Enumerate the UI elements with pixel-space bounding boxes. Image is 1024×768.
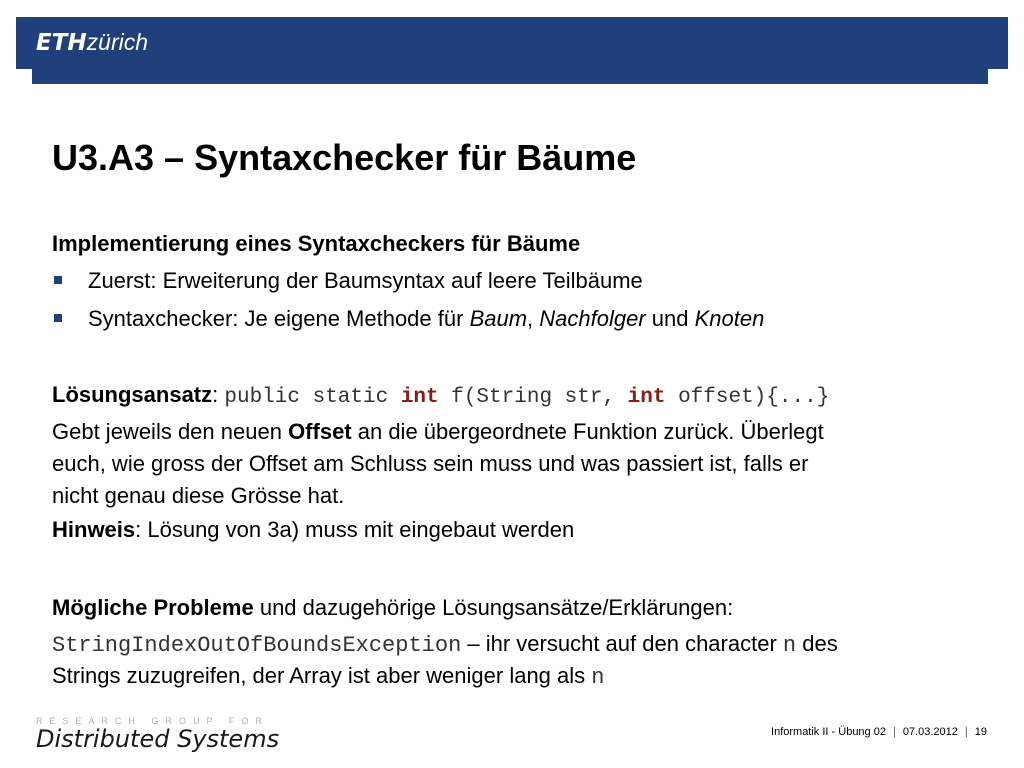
approach-label: Lösungsansatz bbox=[52, 382, 213, 407]
approach-line bbox=[52, 379, 829, 414]
code-keyword: int bbox=[400, 386, 439, 409]
eth-zurich-logo bbox=[36, 27, 148, 58]
paragraph-text: an die übergeordnete Funktion zurück. Überlegt bbox=[351, 419, 824, 444]
code-part: public static bbox=[224, 386, 401, 409]
problems-text: und dazugehörige Lösungsansätze/Erklärungen: bbox=[253, 595, 734, 620]
bullet-item-1 bbox=[52, 265, 643, 297]
group-name: Distributed Systems bbox=[36, 725, 280, 753]
footer-divider: | bbox=[964, 726, 968, 738]
logo-eth: ETH bbox=[36, 30, 87, 56]
hint-label: Hinweis bbox=[52, 517, 136, 542]
page-number: 19 bbox=[974, 726, 987, 738]
code-part: f(String str, bbox=[438, 386, 628, 409]
code-signature bbox=[224, 386, 829, 409]
paragraph-line-3: nicht genau diese Grösse hat. bbox=[52, 483, 345, 508]
bullet-square-icon bbox=[54, 276, 62, 284]
footer-course: Informatik II - Übung 02 bbox=[771, 726, 886, 738]
subheading: Implementierung eines Syntaxcheckers für Bäume bbox=[52, 231, 581, 256]
slide-title: U3.A3 – Syntaxchecker für Bäume bbox=[52, 137, 637, 178]
bullet-square-icon bbox=[54, 314, 62, 322]
paragraph-line-1 bbox=[52, 416, 824, 448]
paragraph-text: Gebt jeweils den neuen bbox=[52, 419, 289, 444]
var-n: n bbox=[782, 633, 797, 658]
approach-colon: : bbox=[212, 382, 225, 407]
footer-info bbox=[771, 726, 987, 738]
code-part: offset){...} bbox=[665, 386, 830, 409]
exception-text: – ihr versucht auf den character bbox=[461, 631, 783, 656]
exception-line-2 bbox=[52, 660, 604, 694]
exception-line-1 bbox=[52, 628, 838, 662]
problems-label: Mögliche Probleme bbox=[52, 595, 254, 620]
code-keyword: int bbox=[627, 386, 666, 409]
header-notch-right bbox=[988, 69, 1008, 84]
exception-text: Strings zuzugreifen, der Array ist aber weniger lang als bbox=[52, 663, 592, 688]
term-baum: Baum bbox=[469, 306, 528, 331]
footer-date: 07.03.2012 bbox=[902, 726, 958, 738]
logo-zurich: zürich bbox=[86, 29, 149, 55]
hint-line bbox=[52, 514, 574, 546]
footer-divider: | bbox=[892, 726, 896, 738]
hint-text: : Lösung von 3a) muss mit eingebaut werden bbox=[135, 517, 575, 542]
header-notch-left bbox=[16, 69, 32, 84]
bullet-sep: und bbox=[645, 306, 695, 331]
term-nachfolger: Nachfolger bbox=[539, 306, 646, 331]
bullet-sep: , bbox=[527, 306, 540, 331]
var-n: n bbox=[591, 665, 605, 690]
bullet-item-2 bbox=[52, 303, 764, 335]
exception-text: des bbox=[796, 631, 838, 656]
term-knoten: Knoten bbox=[694, 306, 765, 331]
bullet-text: Syntaxchecker: Je eigene Methode für bbox=[88, 306, 470, 331]
paragraph-line-2: euch, wie gross der Offset am Schluss sein muss und was passiert ist, falls er bbox=[52, 451, 809, 476]
offset-term: Offset bbox=[288, 419, 352, 444]
header-bar bbox=[16, 17, 1008, 84]
bullet-text: Zuerst: Erweiterung der Baumsyntax auf leere Teilbäume bbox=[88, 268, 643, 293]
problems-line bbox=[52, 592, 733, 624]
exception-name: StringIndexOutOfBoundsException bbox=[52, 633, 462, 658]
research-group-caption: RESEARCH GROUP FOR bbox=[36, 716, 269, 726]
